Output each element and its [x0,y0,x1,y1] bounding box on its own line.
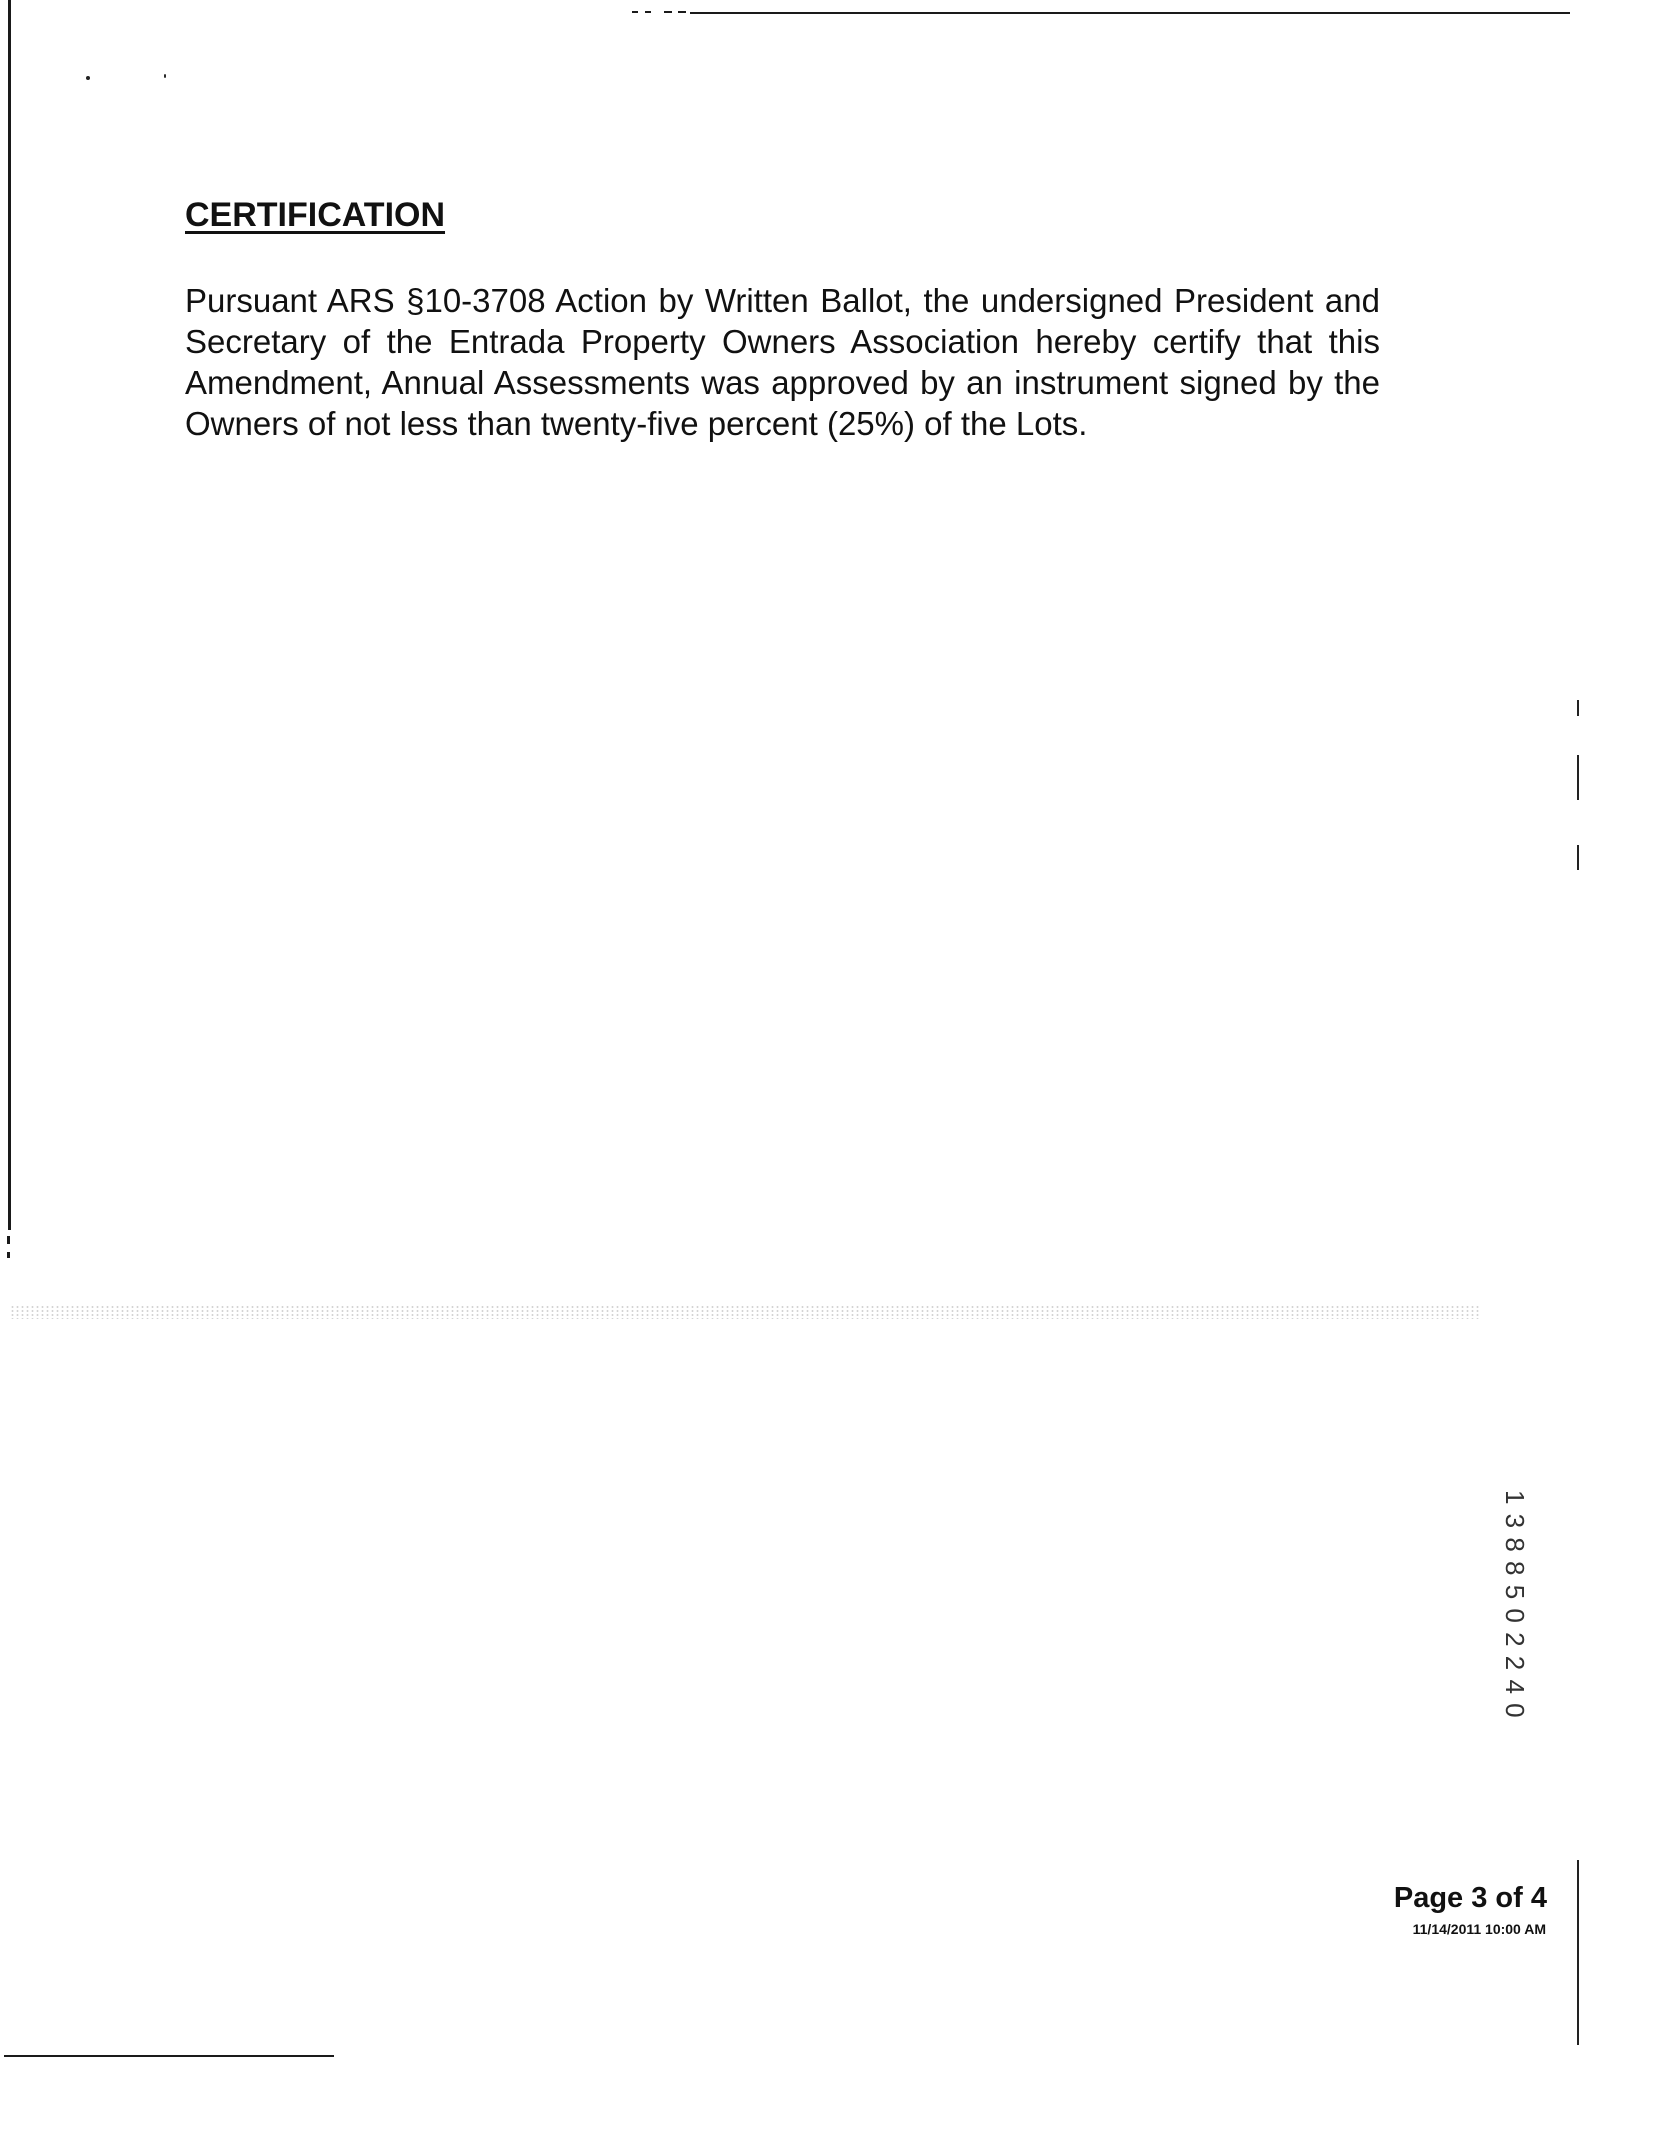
scan-top-mark [632,11,638,13]
page-title: CERTIFICATION [185,196,446,234]
scan-speck [86,76,90,80]
scan-left-edge [8,0,11,1230]
scan-left-edge-mark [7,1236,10,1244]
scan-right-edge-mark [1577,700,1579,716]
scan-speck [164,74,166,78]
scan-top-mark [678,11,686,13]
scan-noise-band [10,1305,1480,1319]
scan-top-mark [664,11,672,13]
recording-stamp: 1 3 8 8 5 0 2 2 4 0 [1500,1490,1530,1719]
scan-top-rule [690,12,1570,14]
scan-bottom-rule [4,2055,334,2057]
certification-paragraph: Pursuant ARS §10-3708 Action by Written Ballot, the undersigned President and Secretary of the Entrada Property Owners Association hereby certify that this Amendment, Annual Assessments was approved by an instrument signed by the Owners of not less than twenty-five percent (25%) of the Lots. [185,282,1380,442]
scan-right-edge-mark [1577,845,1579,870]
scan-left-edge-mark [7,1252,10,1258]
print-timestamp: 11/14/2011 10:00 AM [1412,1921,1546,1937]
scan-right-edge [1577,1860,1579,2045]
scan-top-mark [645,11,651,13]
scan-right-edge-mark [1577,755,1579,800]
page-number: Page 3 of 4 [1393,1882,1547,1914]
